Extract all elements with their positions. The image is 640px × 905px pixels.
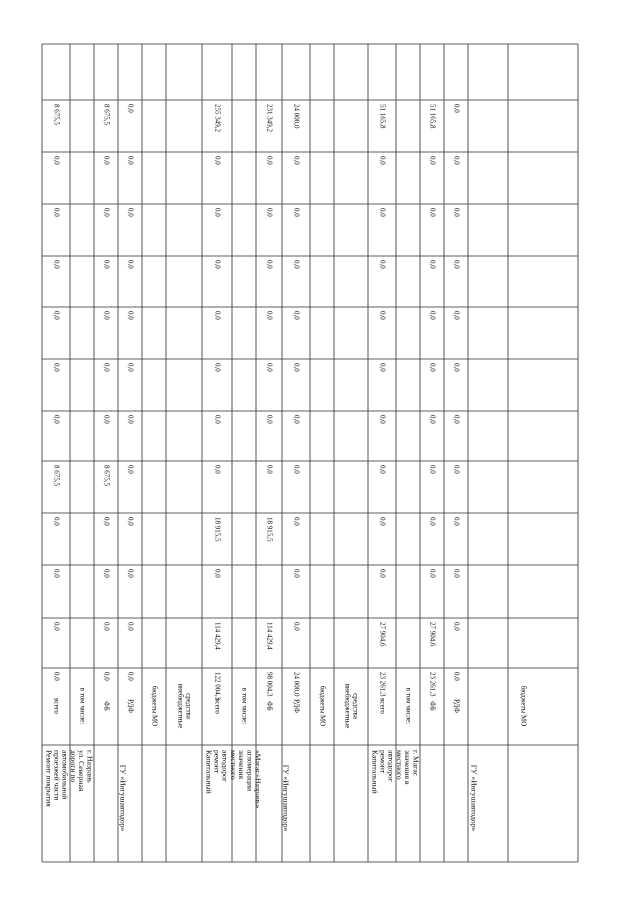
work-description-line: г. Магас xyxy=(411,750,421,777)
cell-value: 0,0 xyxy=(292,363,301,372)
cell-value: 0,0 xyxy=(52,156,61,165)
cell-value: 0,0 xyxy=(378,208,387,217)
work-description-line: местного xyxy=(228,750,238,780)
cell-value: 0,0 xyxy=(213,208,222,217)
work-description-line: значения xyxy=(237,750,247,779)
cell-value: 0,0 xyxy=(452,311,461,320)
work-description-line: «Магас+Назрань» xyxy=(253,750,263,809)
cell-value: 0,0 xyxy=(265,415,274,424)
cell-value: 0,0 xyxy=(452,104,461,113)
cell-value: 0,0 xyxy=(452,569,461,578)
cell-value: 0,0 xyxy=(126,415,135,424)
cell-value: 0,0 xyxy=(452,156,461,165)
cell-value: 0,0 xyxy=(102,208,111,217)
cell-value: 0,0 xyxy=(292,208,301,217)
cell-value: 0,0 xyxy=(102,311,111,320)
work-description-line: Капитальный xyxy=(370,750,380,794)
cell-value: 8 675,5 xyxy=(102,104,111,125)
row-label: ФБ xyxy=(428,701,437,711)
cell-value: 0,0 xyxy=(378,569,387,578)
cell-value: 0,0 xyxy=(52,517,61,526)
work-description-line: автодорог xyxy=(386,750,396,782)
cell-value: 27 904,6 xyxy=(428,622,437,647)
cell-value: 0,0 xyxy=(265,208,274,217)
cell-value: 0,0 xyxy=(52,415,61,424)
cell-value: 0,0 xyxy=(428,363,437,372)
cell-value: 0,0 xyxy=(52,672,61,681)
cell-value: 0,0 xyxy=(213,311,222,320)
cell-value: 0,0 xyxy=(102,672,111,681)
cell-value: 0,0 xyxy=(378,415,387,424)
cell-value: 0,0 xyxy=(265,465,274,474)
cell-value: 0,0 xyxy=(428,517,437,526)
row-label: всего xyxy=(52,698,61,714)
cell-value: 0,0 xyxy=(102,622,111,631)
cell-value: 0,0 xyxy=(102,363,111,372)
cell-value: 0,0 xyxy=(52,569,61,578)
executor-name: ГУ «Ингушавтодор» xyxy=(469,764,479,832)
work-description-line: автодорог xyxy=(220,750,230,782)
cell-value: 0,0 xyxy=(102,517,111,526)
row-label: средства xyxy=(351,693,360,719)
cell-value: 0,0 xyxy=(52,622,61,631)
cell-value: 0,0 xyxy=(428,311,437,320)
row-label: средства xyxy=(184,693,193,719)
cell-value: 0,0 xyxy=(52,208,61,217)
row-label: внебюджетные xyxy=(343,683,352,729)
cell-value: 51 165,8 xyxy=(378,104,387,129)
cell-value: 0,0 xyxy=(292,517,301,526)
cell-value: 23 261,3 xyxy=(428,672,437,697)
cell-value: 0,0 xyxy=(292,415,301,424)
cell-value: 0,0 xyxy=(126,672,135,681)
cell-value: 0,0 xyxy=(52,311,61,320)
cell-value: 0,0 xyxy=(126,569,135,578)
work-description-line: ремонт xyxy=(378,750,388,774)
cell-value: 0,0 xyxy=(452,363,461,372)
cell-value: 0,0 xyxy=(213,465,222,474)
cell-value: 0,0 xyxy=(213,363,222,372)
cell-value: 0,0 xyxy=(265,363,274,372)
cell-value: 24 000,0 xyxy=(292,672,301,697)
cell-value: 0,0 xyxy=(452,622,461,631)
cell-value: 0,0 xyxy=(292,622,301,631)
cell-value: 0,0 xyxy=(265,156,274,165)
cell-value: 0,0 xyxy=(102,260,111,269)
cell-value: 0,0 xyxy=(292,156,301,165)
cell-value: 0,0 xyxy=(428,156,437,165)
executor-name: ГУ «Ингушавтодор» xyxy=(118,764,128,832)
cell-value: 0,0 xyxy=(52,363,61,372)
row-label: в том числе: xyxy=(404,687,413,725)
table-grid xyxy=(42,44,578,862)
cell-value: 18 915,5 xyxy=(265,517,274,542)
cell-value: 231 349,2 xyxy=(265,104,274,132)
cell-value: 114 429,4 xyxy=(213,622,222,650)
row-label: в том числе: xyxy=(240,687,249,725)
cell-value: 98 004,3 xyxy=(265,672,274,697)
cell-value: 0,0 xyxy=(292,465,301,474)
cell-value: 122 004,3 xyxy=(213,672,222,700)
cell-value: 0,0 xyxy=(52,260,61,269)
cell-value: 0,0 xyxy=(428,465,437,474)
row-label: РДФ xyxy=(452,699,461,713)
cell-value: 0,0 xyxy=(126,208,135,217)
work-description-line: дороги по xyxy=(68,750,78,783)
cell-value: 0,0 xyxy=(378,311,387,320)
cell-value: 0,0 xyxy=(452,415,461,424)
cell-value: 0,0 xyxy=(126,260,135,269)
work-description-line: значения в xyxy=(403,750,413,785)
cell-value: 0,0 xyxy=(452,260,461,269)
cell-value: 0,0 xyxy=(126,363,135,372)
cell-value: 0,0 xyxy=(126,156,135,165)
cell-value: 0,0 xyxy=(378,465,387,474)
cell-value: 0,0 xyxy=(452,672,461,681)
cell-value: 0,0 xyxy=(378,363,387,372)
executor-name: ГУ «Ингушавтодор» xyxy=(281,764,291,832)
cell-value: 23 261,3 xyxy=(378,672,387,697)
work-description-line: Капитальный xyxy=(204,750,214,794)
work-description-line: Ремонт покрытия xyxy=(44,750,54,807)
cell-value: 0,0 xyxy=(428,260,437,269)
cell-value: 0,0 xyxy=(126,311,135,320)
cell-value: 0,0 xyxy=(102,569,111,578)
cell-value: 0,0 xyxy=(452,465,461,474)
cell-value: 8 675,5 xyxy=(102,465,111,486)
cell-value: 0,0 xyxy=(213,415,222,424)
cell-value: 0,0 xyxy=(126,465,135,474)
cell-value: 0,0 xyxy=(265,260,274,269)
row-label: в том числе: xyxy=(78,687,87,725)
cell-value: 114 429,4 xyxy=(265,622,274,650)
row-label: бюджеты МО xyxy=(519,685,528,727)
work-description-line: ремонт xyxy=(212,750,222,774)
work-description-line: агломерации xyxy=(245,750,255,792)
cell-value: 0,0 xyxy=(452,517,461,526)
cell-value: 0,0 xyxy=(378,260,387,269)
cell-value: 0,0 xyxy=(292,569,301,578)
row-label: всего xyxy=(378,698,387,714)
cell-value: 51 165,8 xyxy=(428,104,437,129)
row-label: ФБ xyxy=(102,701,111,711)
cell-value: 8 675,5 xyxy=(52,465,61,486)
work-description-line: местного xyxy=(394,750,404,780)
cell-value: 8 675,5 xyxy=(52,104,61,125)
cell-value: 0,0 xyxy=(126,622,135,631)
cell-value: 0,0 xyxy=(213,156,222,165)
cell-value: 0,0 xyxy=(428,569,437,578)
cell-value: 0,0 xyxy=(102,156,111,165)
cell-value: 0,0 xyxy=(265,311,274,320)
table-content xyxy=(44,104,527,831)
cell-value: 0,0 xyxy=(452,208,461,217)
row-label: бюджеты МО xyxy=(150,685,159,727)
cell-value: 24 000,0 xyxy=(292,104,301,129)
work-description-line: ул. Северная xyxy=(77,750,87,792)
row-label: РДФ xyxy=(126,699,135,713)
row-label: РДФ xyxy=(292,699,301,713)
cell-value: 0,0 xyxy=(213,260,222,269)
cell-value: 0,0 xyxy=(292,260,301,269)
cell-value: 255 349,2 xyxy=(213,104,222,132)
cell-value: 0,0 xyxy=(126,517,135,526)
row-label: бюджеты МО xyxy=(318,685,327,727)
work-description-line: автомобильной xyxy=(60,750,70,800)
cell-value: 0,0 xyxy=(428,415,437,424)
row-label: внебюджетные xyxy=(176,683,185,729)
work-description-line: проезжей части xyxy=(52,750,62,801)
cell-value: 0,0 xyxy=(102,415,111,424)
cell-value: 0,0 xyxy=(378,517,387,526)
cell-value: 0,0 xyxy=(292,311,301,320)
work-description-line: г. Назрань xyxy=(85,750,95,783)
row-label: ФБ xyxy=(265,701,274,711)
cell-value: 0,0 xyxy=(378,156,387,165)
cell-value: 0,0 xyxy=(126,104,135,113)
row-label: всего xyxy=(213,698,222,714)
cell-value: 0,0 xyxy=(428,208,437,217)
cell-value: 18 915,5 xyxy=(213,517,222,542)
cell-value: 27 904,6 xyxy=(378,622,387,647)
cell-value: 0,0 xyxy=(213,569,222,578)
